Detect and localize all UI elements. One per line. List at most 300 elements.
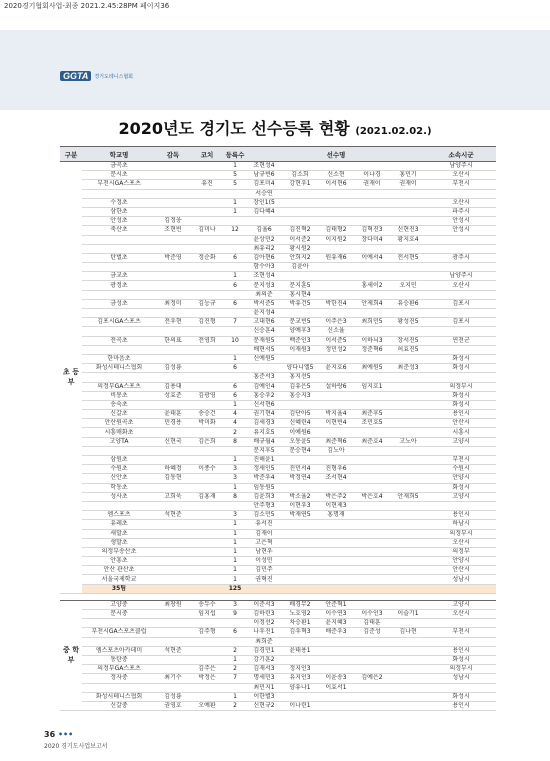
- table-cell: [318, 309, 354, 318]
- table-cell: 2: [224, 701, 246, 710]
- table-cell: 박준우4: [246, 474, 282, 483]
- total-blank: [426, 584, 496, 593]
- table-cell: 박재연5: [282, 511, 318, 520]
- table-cell: [82, 263, 156, 272]
- table-row: [60, 674, 496, 683]
- table-cell: 이서준2: [282, 235, 318, 244]
- gap-cell: [60, 593, 496, 600]
- table-cell: [190, 171, 224, 180]
- table-cell: [224, 327, 246, 336]
- total-blank: [190, 584, 224, 593]
- table-row: [60, 382, 496, 391]
- table-cell: 신갈초: [82, 410, 156, 419]
- table-cell: 2: [224, 428, 246, 437]
- table-cell: 용인시: [426, 410, 496, 419]
- table-cell: [426, 683, 496, 692]
- table-row: [60, 345, 496, 354]
- table-cell: [318, 456, 354, 465]
- table-cell: 안성시: [426, 226, 496, 235]
- table-cell: [282, 529, 318, 538]
- table-cell: [390, 600, 426, 609]
- table-cell: 안제희4: [354, 299, 390, 308]
- table-cell: [156, 547, 190, 556]
- table-cell: [318, 557, 354, 566]
- table-row: [60, 474, 496, 483]
- table-row: [60, 336, 496, 345]
- table-cell: 유레초: [82, 520, 156, 529]
- table-cell: 정지인3: [282, 665, 318, 674]
- table-cell: 2: [224, 646, 246, 655]
- table-cell: 윤상민2: [246, 235, 282, 244]
- table-cell: 조현빈: [156, 226, 190, 235]
- table-cell: 신현규2: [246, 701, 282, 710]
- table-cell: [390, 566, 426, 575]
- table-cell: [282, 520, 318, 529]
- table-cell: 김세경3: [246, 419, 282, 428]
- table-cell: [354, 446, 390, 455]
- table-cell: [390, 162, 426, 171]
- table-cell: [390, 309, 426, 318]
- table-cell: [318, 162, 354, 171]
- total-blank: [318, 584, 354, 593]
- table-cell: [156, 538, 190, 547]
- table-cell: 신예원5: [246, 354, 282, 363]
- table-cell: [318, 244, 354, 253]
- table-cell: 남양주시: [426, 162, 496, 171]
- table-cell: [190, 207, 224, 216]
- table-cell: 김홍재: [190, 492, 224, 501]
- table-cell: [156, 373, 190, 382]
- table-cell: [156, 189, 190, 198]
- table-cell: [282, 575, 318, 584]
- table-cell: [190, 501, 224, 510]
- table-cell: [426, 637, 496, 646]
- table-cell: 수원시: [426, 465, 496, 474]
- table-cell: [282, 189, 318, 198]
- table-cell: [156, 628, 190, 637]
- table-cell: 6: [224, 391, 246, 400]
- table-cell: 엠스포츠아카데미: [82, 646, 156, 655]
- table-cell: 6: [224, 253, 246, 262]
- table-cell: [390, 290, 426, 299]
- table-cell: [318, 566, 354, 575]
- table-cell: 신현국: [156, 437, 190, 446]
- registration-table: [60, 146, 496, 711]
- table-cell: 함수아3: [246, 263, 282, 272]
- table-cell: 한마음초: [82, 354, 156, 363]
- table-cell: [390, 655, 426, 664]
- table-row: [60, 483, 496, 492]
- table-cell: [390, 646, 426, 655]
- total-blank: [354, 584, 390, 593]
- table-cell: 부천시: [426, 180, 496, 189]
- table-cell: [318, 189, 354, 198]
- table-cell: 윤지혜3: [318, 619, 354, 628]
- table-cell: [390, 428, 426, 437]
- table-cell: [390, 547, 426, 556]
- table-cell: [190, 566, 224, 575]
- table-cell: [426, 446, 496, 455]
- table-cell: [224, 501, 246, 510]
- table-cell: 화성시: [426, 483, 496, 492]
- section-gap: [60, 593, 496, 600]
- table-cell: [156, 400, 190, 409]
- table-cell: [282, 217, 318, 226]
- table-cell: 장인1(5: [246, 198, 282, 207]
- table-cell: [390, 419, 426, 428]
- table-cell: 허효진5: [390, 345, 426, 354]
- table-row: [60, 520, 496, 529]
- table-cell: [354, 290, 390, 299]
- table-cell: 김성룡: [156, 692, 190, 701]
- table-cell: [156, 655, 190, 664]
- table-cell: [156, 207, 190, 216]
- table-cell: [190, 272, 224, 281]
- table-cell: 금교초: [82, 272, 156, 281]
- table-cell: [282, 637, 318, 646]
- table-cell: 신갈중: [82, 701, 156, 710]
- table-cell: 금성초: [82, 299, 156, 308]
- table-row: [60, 281, 496, 290]
- table-cell: 4: [224, 419, 246, 428]
- table-cell: [282, 566, 318, 575]
- table-row: [60, 180, 496, 189]
- table-row: [60, 683, 496, 692]
- table-cell: [190, 637, 224, 646]
- table-cell: 홍시현4: [282, 290, 318, 299]
- table-cell: [224, 189, 246, 198]
- table-cell: 박은주2: [318, 492, 354, 501]
- table-cell: [390, 538, 426, 547]
- table-cell: [318, 207, 354, 216]
- table-cell: [282, 207, 318, 216]
- table-cell: [156, 345, 190, 354]
- table-cell: 안성시: [426, 217, 496, 226]
- total-row: [60, 584, 496, 593]
- table-cell: [354, 272, 390, 281]
- table-cell: [224, 373, 246, 382]
- table-cell: 권재이: [354, 180, 390, 189]
- total-registered: 125: [224, 584, 246, 593]
- table-cell: [282, 400, 318, 409]
- page-number: [44, 730, 73, 739]
- table-cell: 1: [224, 547, 246, 556]
- table-cell: [82, 619, 156, 628]
- table-cell: [390, 465, 426, 474]
- table-cell: 김율6: [246, 226, 282, 235]
- table-cell: 송승건: [190, 410, 224, 419]
- table-cell: 신소율: [318, 327, 354, 336]
- table-row: [60, 290, 496, 299]
- logo-sub: 경기도테니스협회: [94, 73, 133, 80]
- table-cell: 시흥시: [426, 428, 496, 437]
- table-cell: [190, 446, 224, 455]
- table-row: [60, 701, 496, 710]
- table-cell: 1: [224, 529, 246, 538]
- table-cell: 이성민: [246, 557, 282, 566]
- table-cell: 탄벌초: [82, 253, 156, 262]
- table-cell: 김미나: [190, 226, 224, 235]
- table-cell: [190, 529, 224, 538]
- table-cell: 전우현: [156, 318, 190, 327]
- table-cell: [190, 683, 224, 692]
- table-cell: [190, 263, 224, 272]
- table-cell: 안흥초: [82, 557, 156, 566]
- table-cell: 김나현: [390, 628, 426, 637]
- table-cell: 김광영: [190, 391, 224, 400]
- table-cell: 광주시: [426, 253, 496, 262]
- table-cell: 정자중: [82, 674, 156, 683]
- col-count: 등록수: [224, 147, 246, 162]
- table-row: [60, 162, 496, 171]
- table-cell: 박준영: [156, 253, 190, 262]
- table-cell: 1: [224, 557, 246, 566]
- table-cell: 장서진5: [390, 336, 426, 345]
- table-cell: 파주시: [426, 207, 496, 216]
- table-cell: 양다니엘5: [282, 364, 318, 373]
- table-cell: 1: [224, 520, 246, 529]
- table-cell: 성효준: [156, 391, 190, 400]
- table-cell: 배규월4: [246, 437, 282, 446]
- table-cell: [354, 511, 390, 520]
- table-row: [60, 538, 496, 547]
- table-body: [60, 162, 496, 711]
- table-cell: [282, 538, 318, 547]
- table-cell: [390, 354, 426, 363]
- table-cell: 최기수: [156, 674, 190, 683]
- table-row: [60, 600, 496, 609]
- table-cell: [224, 217, 246, 226]
- division-label: 중 학 부: [60, 600, 82, 710]
- table-cell: 이서준5: [318, 336, 354, 345]
- table-cell: 오동윤5: [282, 437, 318, 446]
- table-cell: 신서현6: [246, 400, 282, 409]
- table-cell: 임지호1: [354, 382, 390, 391]
- table-cell: [156, 665, 190, 674]
- table-cell: [318, 665, 354, 674]
- table-cell: 생말초: [82, 538, 156, 547]
- table-cell: 6: [224, 364, 246, 373]
- table-cell: [224, 637, 246, 646]
- table-cell: [156, 446, 190, 455]
- table-cell: 이효서1: [318, 683, 354, 692]
- table-cell: [190, 354, 224, 363]
- table-cell: [190, 382, 224, 391]
- table-cell: 김준성: [354, 628, 390, 637]
- table-cell: [82, 373, 156, 382]
- table-cell: 엠스포츠: [82, 511, 156, 520]
- table-cell: 김예은2: [354, 674, 390, 683]
- table-cell: 문시중: [82, 610, 156, 619]
- table-cell: 문지훈5: [282, 281, 318, 290]
- table-row: [60, 217, 496, 226]
- table-cell: [390, 207, 426, 216]
- table-cell: 안산원곡초: [82, 419, 156, 428]
- table-cell: [224, 446, 246, 455]
- table-cell: 삼한초: [82, 207, 156, 216]
- table-cell: [426, 327, 496, 336]
- table-cell: 최창원: [156, 600, 190, 609]
- table-cell: 김다혜4: [246, 207, 282, 216]
- table-cell: 용인시: [426, 646, 496, 655]
- table-cell: [354, 483, 390, 492]
- table-cell: 4: [224, 410, 246, 419]
- table-cell: [354, 354, 390, 363]
- table-cell: [318, 692, 354, 701]
- title-text: 2020년도 경기도 선수등록 현황: [118, 119, 350, 138]
- table-cell: 고양TA: [82, 437, 156, 446]
- table-cell: [156, 162, 190, 171]
- table-cell: [354, 538, 390, 547]
- table-cell: [82, 189, 156, 198]
- table-cell: [282, 272, 318, 281]
- table-cell: [156, 483, 190, 492]
- table-cell: [156, 263, 190, 272]
- table-cell: 강현우1: [282, 180, 318, 189]
- table-cell: [318, 391, 354, 400]
- table-cell: 문지성3: [246, 281, 282, 290]
- table-cell: 문승현4: [282, 446, 318, 455]
- table-cell: [354, 646, 390, 655]
- table-cell: 비봉초: [82, 391, 156, 400]
- table-cell: 이종수: [190, 465, 224, 474]
- table-cell: 김태형2: [318, 226, 354, 235]
- table-cell: 권혁진: [246, 575, 282, 584]
- table-cell: 1: [224, 538, 246, 547]
- table-cell: [318, 290, 354, 299]
- table-cell: [354, 373, 390, 382]
- table-cell: 신혜린4: [282, 419, 318, 428]
- table-cell: 5: [224, 180, 246, 189]
- table-cell: 김재이: [246, 529, 282, 538]
- table-cell: 이하늬3: [354, 336, 390, 345]
- table-cell: [426, 263, 496, 272]
- table-cell: 전곡초: [82, 336, 156, 345]
- table-cell: 신안초: [82, 474, 156, 483]
- table-cell: 1: [224, 456, 246, 465]
- table-cell: 박소율2: [282, 492, 318, 501]
- table-cell: 진형우6: [318, 465, 354, 474]
- table-cell: [318, 538, 354, 547]
- table-cell: [282, 483, 318, 492]
- table-cell: [282, 557, 318, 566]
- table-cell: [354, 529, 390, 538]
- table-row: [60, 566, 496, 575]
- table-cell: [390, 474, 426, 483]
- table-cell: 1: [224, 575, 246, 584]
- table-cell: 고대현6: [246, 318, 282, 327]
- table-cell: 의정부시: [426, 665, 496, 674]
- table-cell: 부천시GA스포츠클럽: [82, 628, 156, 637]
- table-cell: 홍세이2: [354, 281, 390, 290]
- table-cell: [354, 189, 390, 198]
- table-cell: 남현우: [246, 547, 282, 556]
- table-cell: [354, 637, 390, 646]
- table-cell: 권재이: [390, 180, 426, 189]
- table-cell: [426, 189, 496, 198]
- table-cell: [390, 373, 426, 382]
- table-cell: [354, 428, 390, 437]
- table-row: [60, 692, 496, 701]
- table-row: [60, 364, 496, 373]
- table-cell: [190, 474, 224, 483]
- table-cell: 안성초: [82, 217, 156, 226]
- table-cell: 고희욱: [156, 492, 190, 501]
- table-cell: 의정부시: [426, 529, 496, 538]
- table-cell: 죽산초: [82, 226, 156, 235]
- table-cell: [354, 501, 390, 510]
- table-cell: 조민호5: [354, 419, 390, 428]
- table-cell: [282, 456, 318, 465]
- table-cell: [354, 547, 390, 556]
- table-cell: 배준우3: [318, 628, 354, 637]
- total-blank: [282, 584, 318, 593]
- table-cell: [354, 557, 390, 566]
- table-cell: [190, 692, 224, 701]
- table-cell: 시흥매화초: [82, 428, 156, 437]
- table-cell: 김윤희3: [246, 492, 282, 501]
- table-cell: 김포시GA스포츠: [82, 318, 156, 327]
- table-cell: 의정부시: [426, 382, 496, 391]
- table-cell: [354, 600, 390, 609]
- table-cell: 이재원3: [282, 345, 318, 354]
- table-cell: 박정연4: [282, 474, 318, 483]
- table-cell: 정새인5: [246, 465, 282, 474]
- table-cell: 박정은: [190, 674, 224, 683]
- table-cell: 민경용: [156, 419, 190, 428]
- table-cell: 화성시: [426, 391, 496, 400]
- table-cell: 새말초: [82, 529, 156, 538]
- col-coach: 코치: [190, 147, 224, 162]
- table-cell: [282, 354, 318, 363]
- table-cell: 석현준: [156, 646, 190, 655]
- table-row: [60, 263, 496, 272]
- table-cell: 고양시: [426, 600, 496, 609]
- table-cell: 7: [224, 674, 246, 683]
- col-city: 소속시군: [426, 147, 496, 162]
- table-cell: 고노아: [390, 437, 426, 446]
- table-cell: 오예환: [190, 701, 224, 710]
- table-cell: 안희지2: [282, 253, 318, 262]
- table-cell: [156, 610, 190, 619]
- table-cell: [426, 309, 496, 318]
- print-header: 2020경기협회사업-최종 2021.2.45:28PM 페이지36: [4, 2, 170, 10]
- table-cell: [156, 171, 190, 180]
- table-cell: [156, 327, 190, 336]
- table-cell: 배경무2: [282, 600, 318, 609]
- table-cell: 의정부: [426, 547, 496, 556]
- table-cell: 3: [224, 511, 246, 520]
- table-cell: [246, 217, 282, 226]
- table-row: [60, 610, 496, 619]
- table-cell: 유서진: [246, 520, 282, 529]
- table-cell: 성사초: [82, 492, 156, 501]
- table-cell: 김재서3: [246, 665, 282, 674]
- table-cell: [390, 692, 426, 701]
- table-cell: 고양중: [82, 600, 156, 609]
- table-cell: 양유나1: [282, 683, 318, 692]
- table-cell: [354, 244, 390, 253]
- table-cell: 홍준서3: [246, 373, 282, 382]
- table-cell: [390, 701, 426, 710]
- table-cell: 윤지호6: [318, 364, 354, 373]
- table-cell: 이주은3: [318, 318, 354, 327]
- table-cell: 신현진3: [390, 226, 426, 235]
- table-row: [60, 428, 496, 437]
- table-cell: [354, 207, 390, 216]
- table-cell: [156, 566, 190, 575]
- table-cell: 신소현: [318, 171, 354, 180]
